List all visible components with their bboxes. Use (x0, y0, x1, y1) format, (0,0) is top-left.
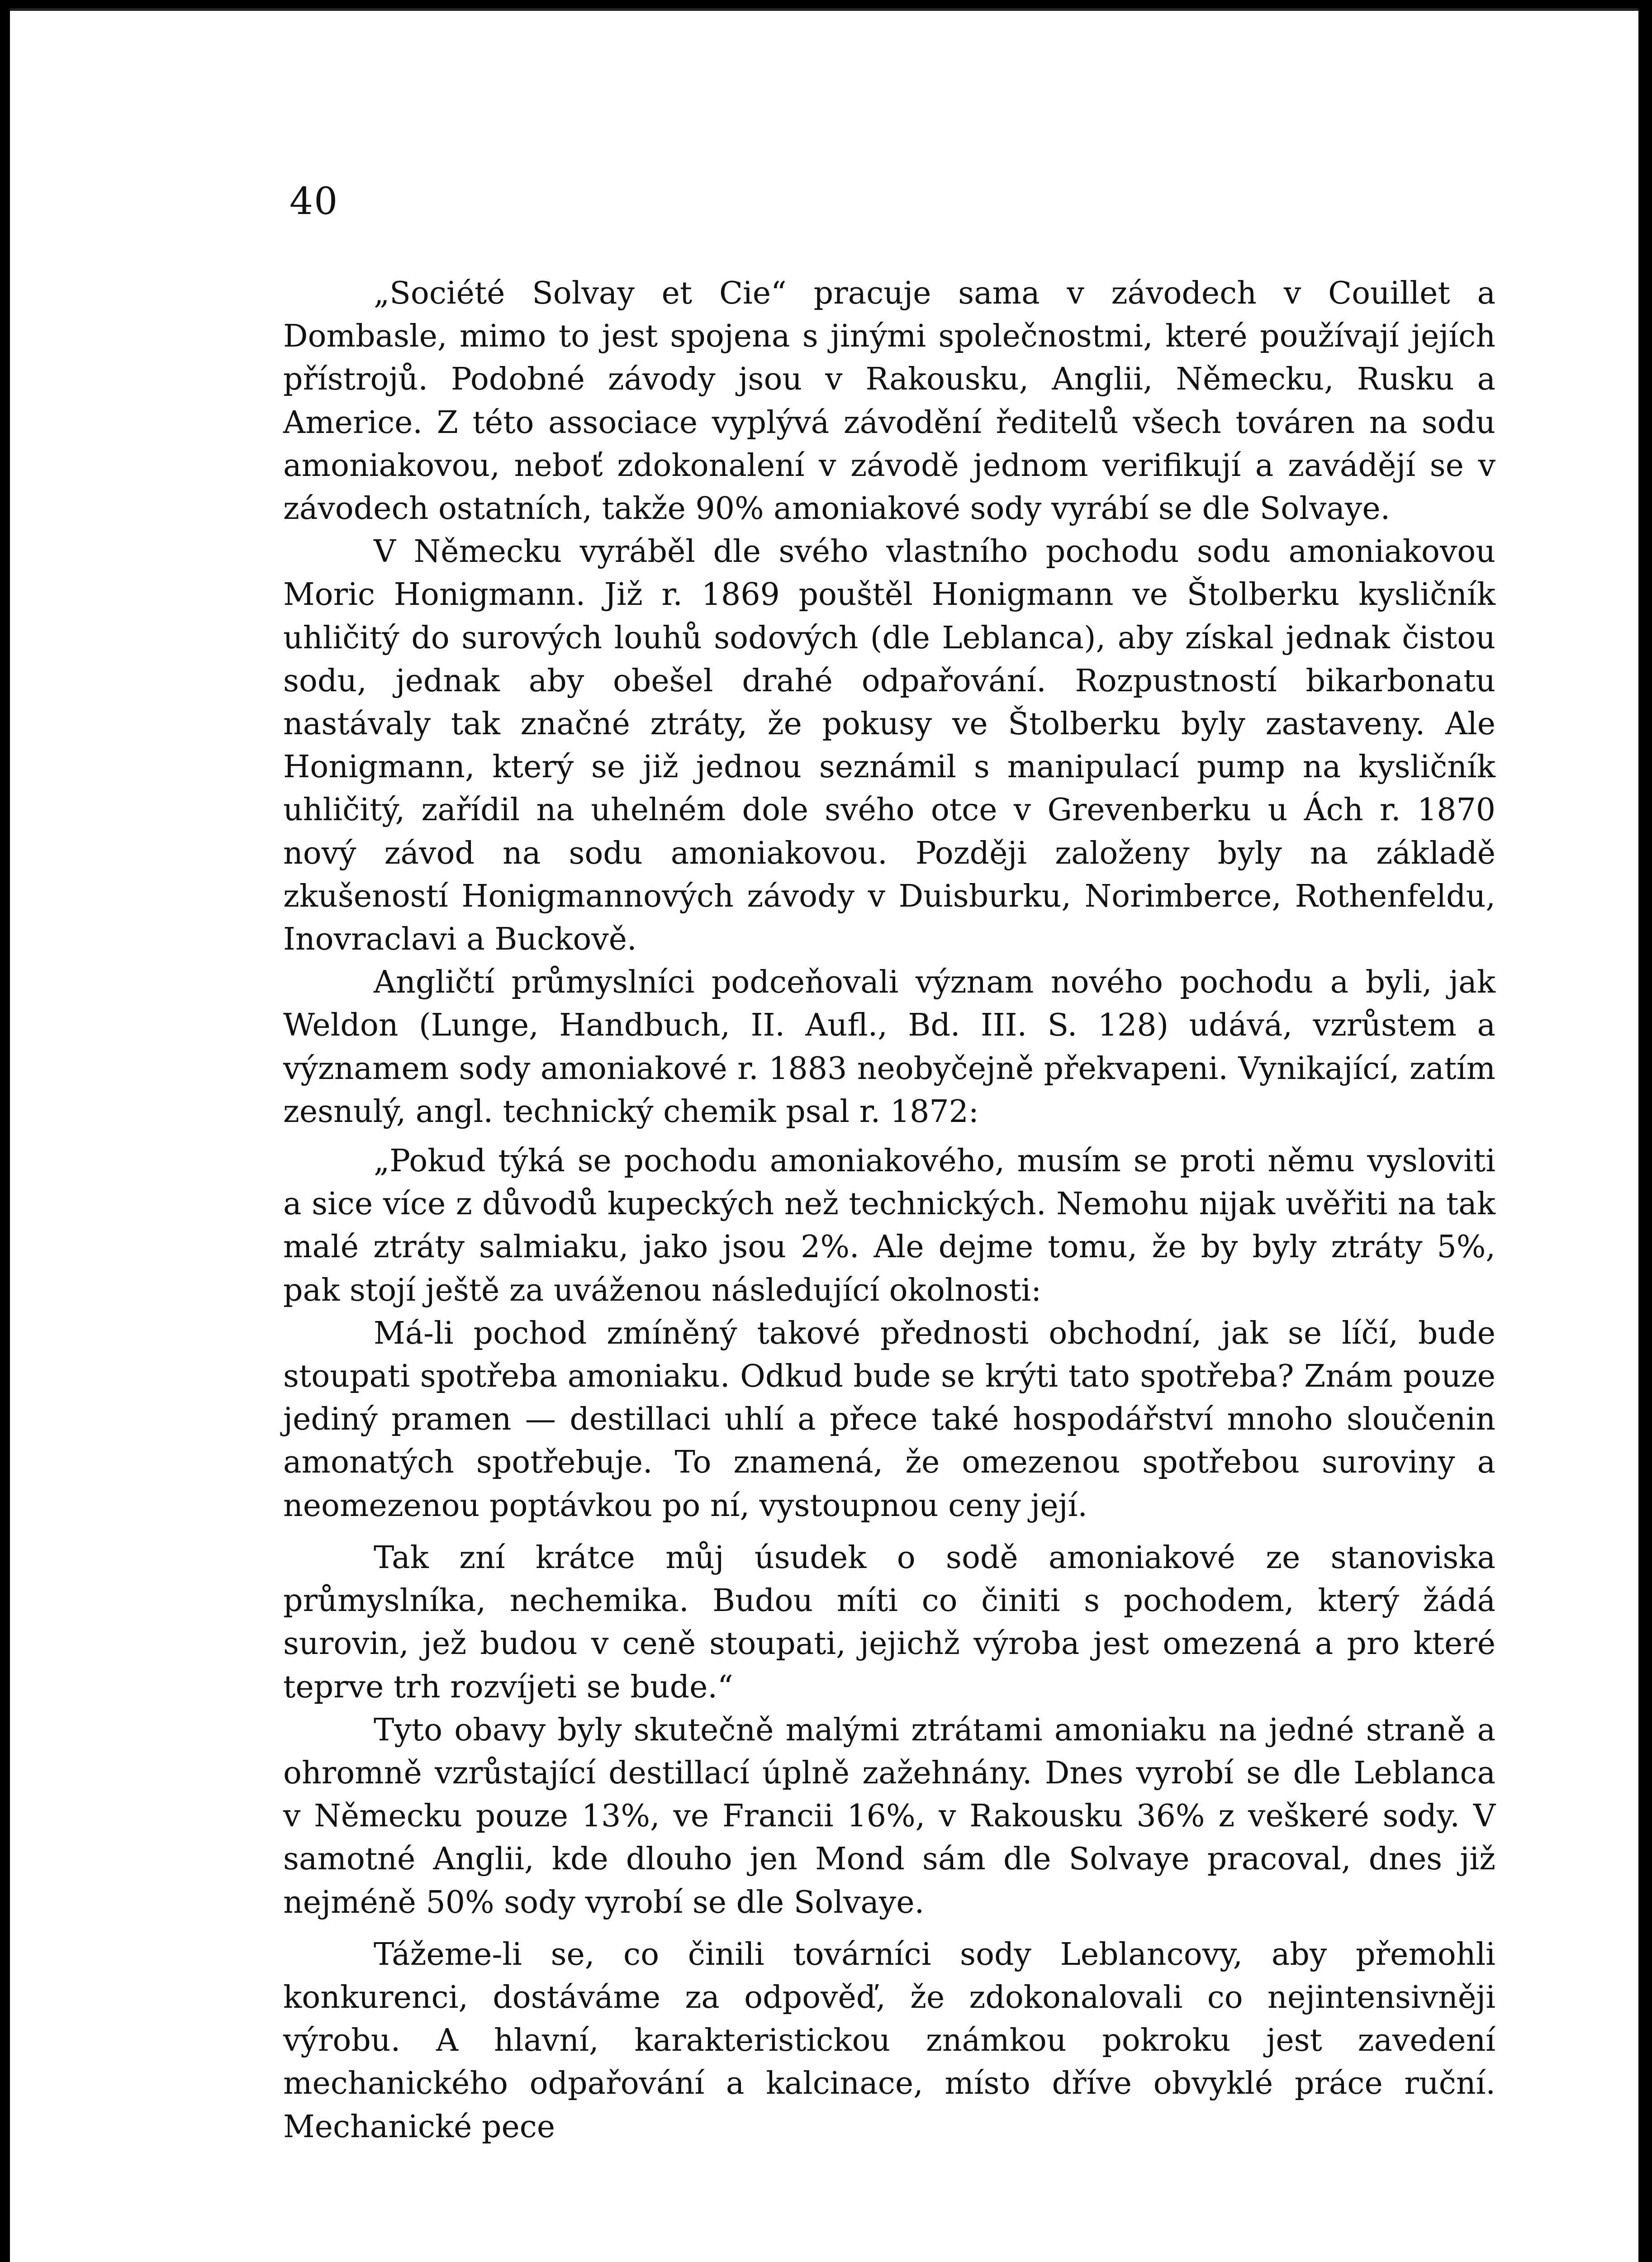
paragraph-weldon-quote-3: Tak zní krátce můj úsudek o sodě amoniakové ze stanoviska průmyslníka, nechemika. Budou míti co činiti s pochodem, který žádá surovin, jež budou v ceně stoupati, jejichž výroba jest omezená a pro které teprve trh rozvíjeti se bude.“ (283, 1540, 1495, 1705)
paragraph-weldon-quote-1: „Pokud týká se pochodu amoniakového, musím se proti němu vysloviti a sice více z důvodů kupeckých než technických. Nemohu nijak uvěřiti na tak malé ztráty salmiaku, jako jsou 2%. Ale dejme tomu, že by byly ztráty 5%, pak stojí ještě za uváženou následující okolnosti: (283, 1143, 1495, 1308)
paragraph-weldon-quote-2: Má-li pochod zmíněný takové přednosti obchodní, jak se líčí, bude stoupati spotřeba amoniaku. Odkud bude se krýti tato spotřeba? Znám pouze jediný pramen — destillaci uhlí a přece také hospodářství mnoho sloučenin amonatých spotřebuje. To znamená, že omezenou spotřebou suroviny a neomezenou poptávkou po ní, vystoupnou ceny její. (283, 1315, 1495, 1524)
body-text (283, 272, 1495, 2148)
book-page (10, 8, 1638, 2262)
paragraph-production-shares: Tyto obavy byly skutečně malými ztrátami amoniaku na jedné straně a ohromně vzrůstající destillací úplně zažehnány. Dnes vyrobí se dle Leblanca v Německu pouze 13%, ve Francii 16%, v Rakousku 36% z veškeré sody. V samotné Anglii, kde dlouho jen Mond sám dle Solvaye pracoval, dnes již nejméně 50% sody vyrobí se dle Solvaye. (283, 1712, 1495, 1920)
paragraph-english-industrialists: Angličtí průmyslníci podceňovali význam nového pochodu a byli, jak Weldon (Lunge, Handbuch, II. Aufl., Bd. III. S. 128) udává, vzrůstem a významem sody amoniakové r. 1883 neobyčejně překvapeni. Vynikající, zatím zesnulý, angl. technický chemik psal r. 1872: (283, 965, 1495, 1130)
paragraph-honigmann: V Německu vyráběl dle svého vlastního pochodu sodu amoniakovou Moric Honigmann. Již r. 1869 pouštěl Honigmann ve Štolberku kysličník uhličitý do surových louhů sodových (dle Leblanca), aby získal jednak čistou sodu, jednak aby obešel drahé odpařování. Rozpustností bikarbonatu nastávaly tak značné ztráty, že pokusy ve Štolberku byly zastaveny. Ale Honigmann, který se již jednou seznámil s manipulací pump na kysličník uhličitý, zařídil na uhelném dole svého otce v Grevenberku u Ách r. 1870 nový závod na sodu amoniakovou. Později založeny byly na základě zkušeností Honigmannových závody v Duisburku, Norimberce, Rothenfeldu, Inovraclavi a Buckově. (283, 534, 1495, 958)
scan-edge (10, 8, 1638, 11)
paragraph-leblanc-improvements: Tážeme-li se, co činili továrníci sody Leblancovy, aby přemohli konkurenci, dostáváme za odpověď, že zdokonalovali co nejintensivněji výrobu. A hlavní, karakteristickou známkou pokroku jest zavedení mechanického odpařování a kalcinace, místo dříve obvyklé práce ruční. Mechanické pece (283, 1936, 1495, 2145)
page-number: 40 (290, 180, 339, 223)
paragraph-solvay-company: „Société Solvay et Cie“ pracuje sama v závodech v Couillet a Dombasle, mimo to jest spojena s jinými společnostmi, které používají jejích přístrojů. Podobné závody jsou v Rakousku, Anglii, Německu, Rusku a Americe. Z této associace vyplývá závodění ředitelů všech továren na sodu amoniakovou, neboť zdokonalení v závodě jednom verifikují a zavádějí se v závodech ostatních, takže 90% amoniakové sody vyrábí se dle Solvaye. (283, 276, 1495, 527)
